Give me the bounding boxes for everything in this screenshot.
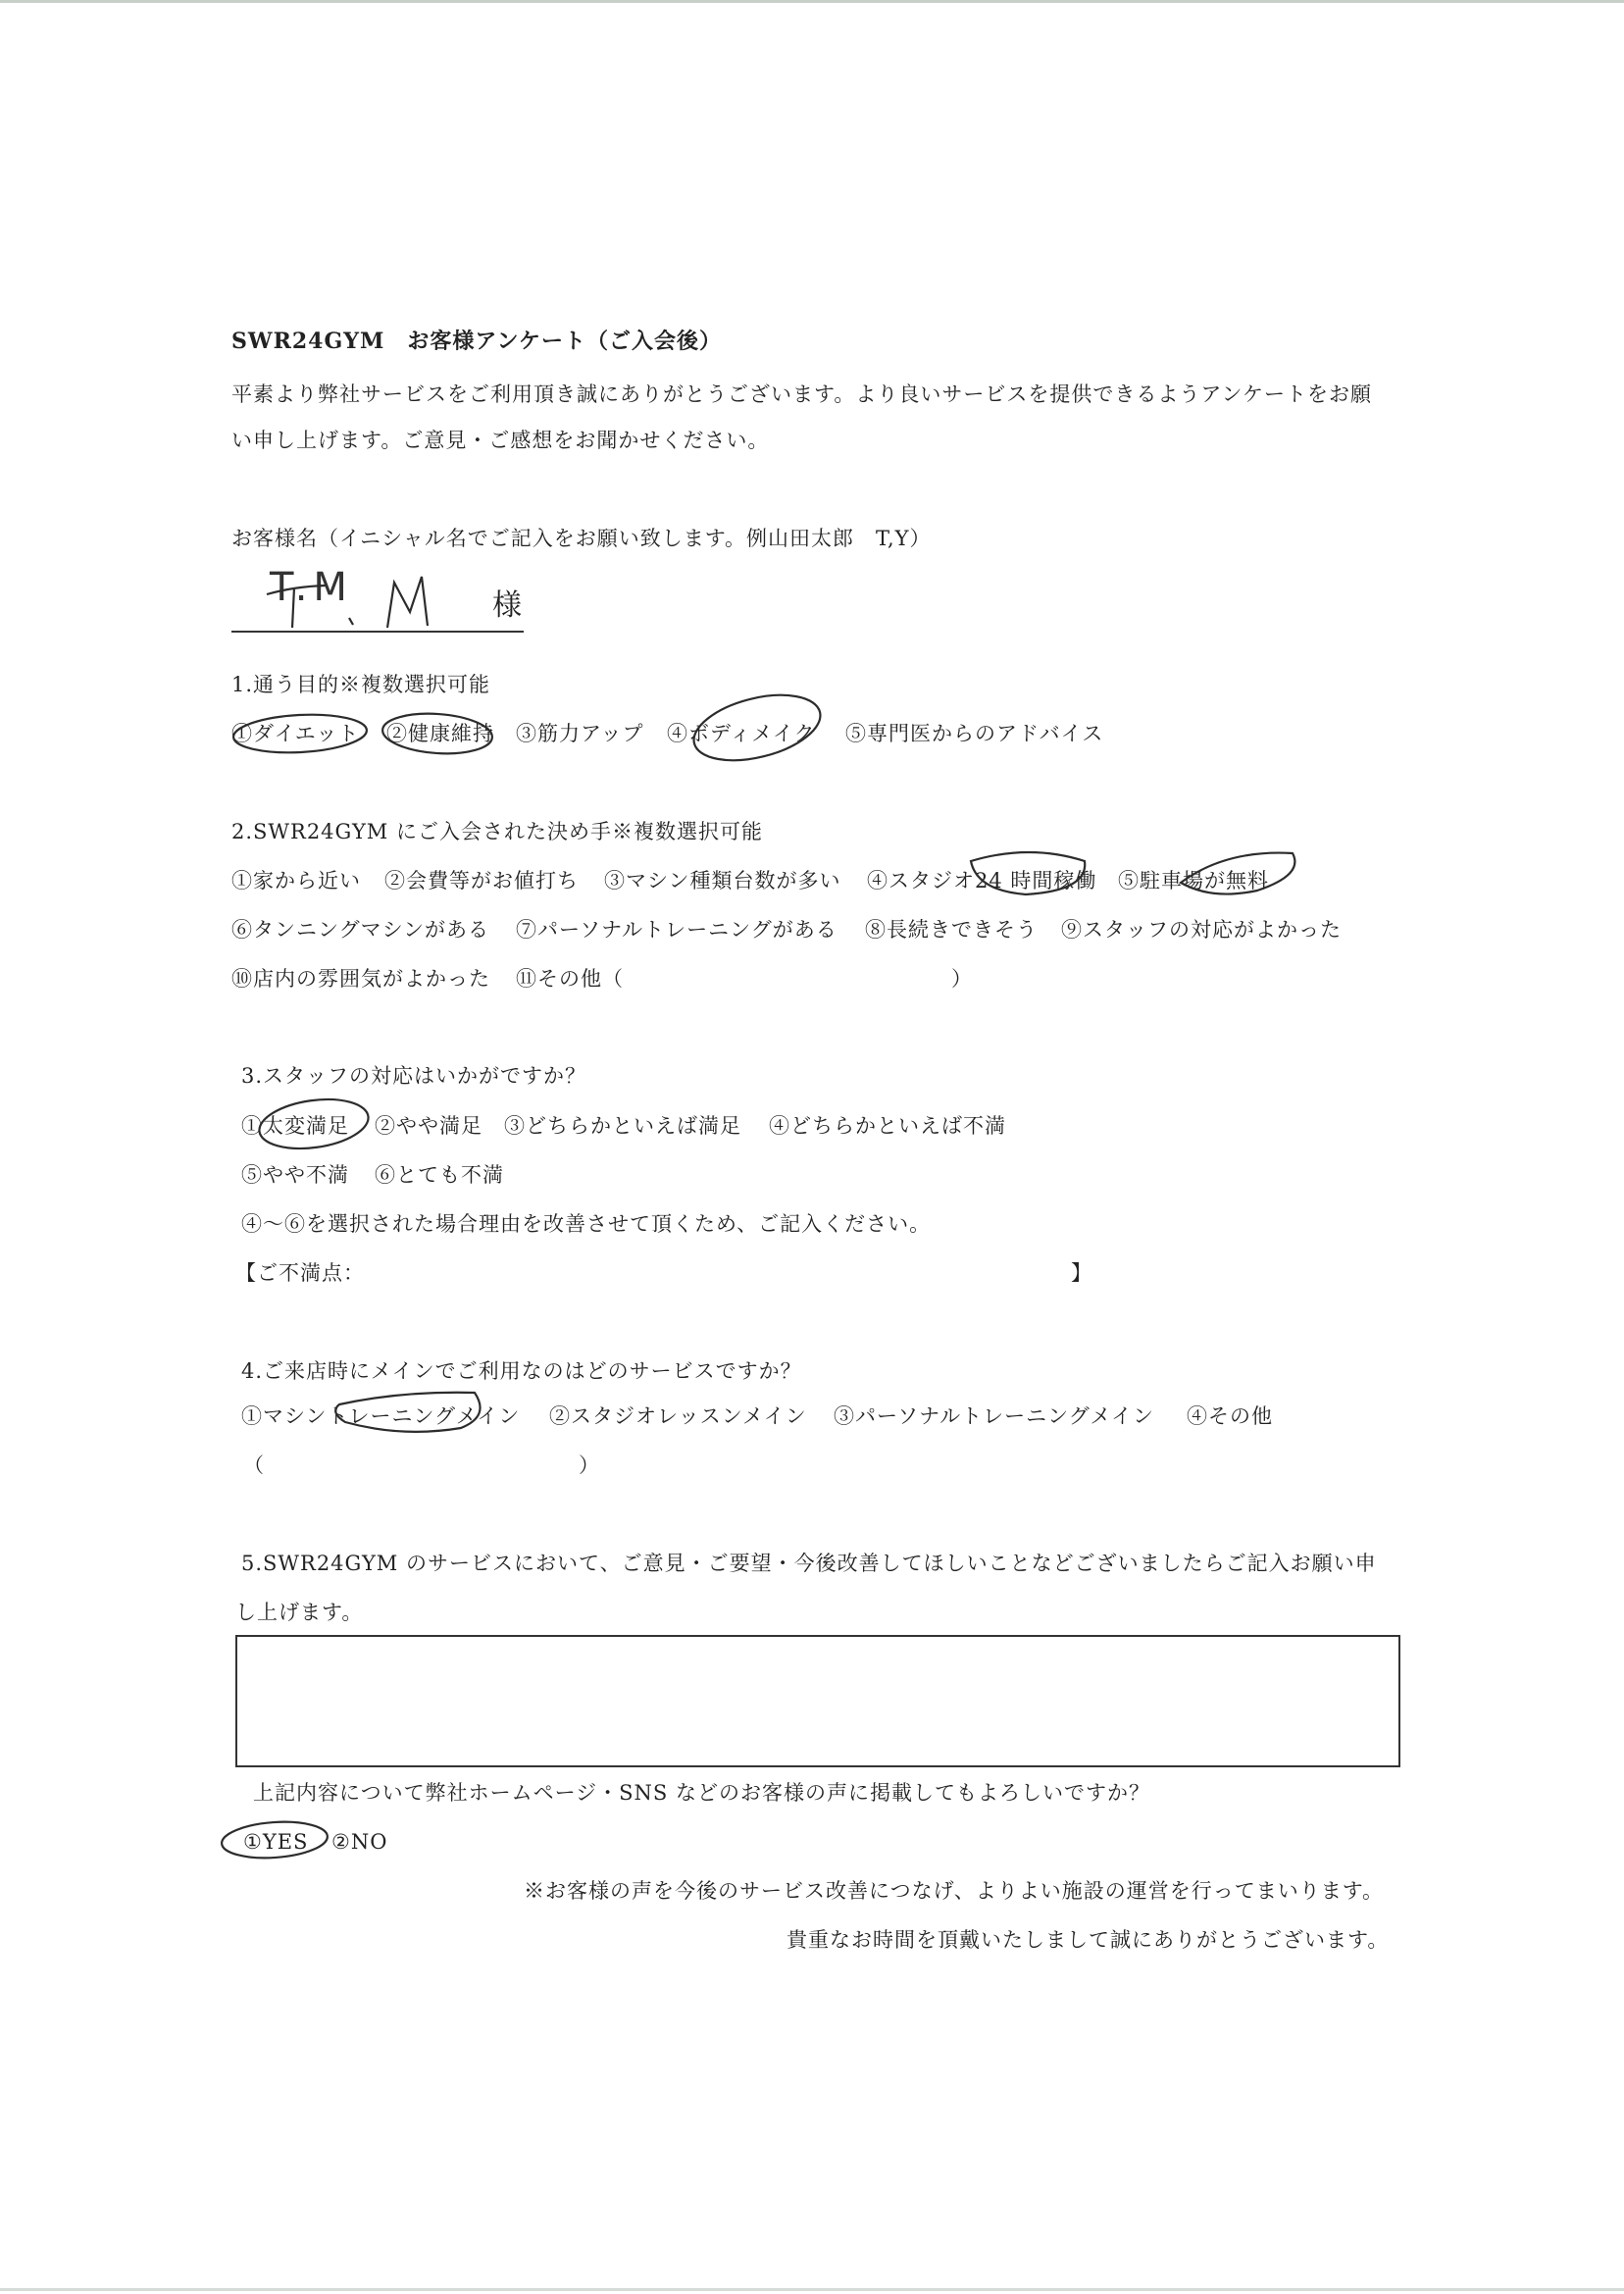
q2-option-10[interactable]: ⑩店内の雰囲気がよかった bbox=[231, 967, 490, 991]
q1-question: 1.通う目的※複数選択可能 bbox=[231, 673, 491, 696]
q3-option-5[interactable]: ⑤やや不満 bbox=[241, 1163, 349, 1187]
q3-complaint-open: 【ご不満点： bbox=[235, 1261, 365, 1285]
q2-option-6[interactable]: ⑥タンニングマシンがある bbox=[231, 918, 490, 942]
handwritten-initials[interactable]: T.M bbox=[270, 565, 353, 610]
q5-question-line-2: し上げます。 bbox=[235, 1601, 364, 1624]
q2-option-5[interactable]: ⑤駐車場が無料 bbox=[1118, 869, 1269, 892]
name-underline bbox=[231, 631, 524, 633]
q1-option-3[interactable]: ③筋力アップ bbox=[516, 722, 644, 745]
q2-option-8[interactable]: ⑧長続きできそう bbox=[865, 918, 1038, 942]
q5-answer-box[interactable] bbox=[235, 1635, 1400, 1767]
q2-question: 2.SWR24GYM にご入会された決め手※複数選択可能 bbox=[231, 820, 763, 843]
footer-thanks: 貴重なお時間を頂戴いたしまして誠にありがとうございます。 bbox=[787, 1928, 1390, 1952]
q4-option-1[interactable]: ①マシントレーニングメイン bbox=[241, 1404, 521, 1428]
q1-option-1[interactable]: ①ダイエット bbox=[231, 722, 360, 745]
q2-option-4-24h[interactable]: 24 時間稼働 bbox=[975, 869, 1097, 892]
q3-option-6[interactable]: ⑥とても不満 bbox=[375, 1163, 504, 1187]
consent-no[interactable]: ②NO bbox=[331, 1830, 388, 1854]
q3-option-1[interactable]: ①太変満足 bbox=[241, 1114, 349, 1138]
q4-question: 4.ご来店時にメインでご利用なのはどのサービスですか？ bbox=[241, 1359, 802, 1383]
q3-question: 3.スタッフの対応はいかがですか？ bbox=[241, 1064, 587, 1088]
q2-option-4-studio[interactable]: ④スタジオ bbox=[867, 869, 975, 892]
q2-option-2[interactable]: ②会費等がお値打ち bbox=[384, 869, 579, 892]
q4-option-2[interactable]: ②スタジオレッスンメイン bbox=[549, 1404, 807, 1428]
consent-question: 上記内容について弊社ホームページ・SNS などのお客様の声に掲載してもよろしいですか？ bbox=[253, 1781, 1150, 1805]
q3-option-4[interactable]: ④どちらかといえば不満 bbox=[769, 1114, 1006, 1138]
q1-option-4[interactable]: ④ボディメイク bbox=[667, 722, 816, 745]
scan-bottom-edge bbox=[0, 2288, 1624, 2291]
honorific-sama: 様 bbox=[492, 588, 523, 623]
initials-stroke-dot bbox=[349, 618, 353, 625]
q4-option-3[interactable]: ③パーソナルトレーニングメイン bbox=[834, 1404, 1155, 1428]
q2-option-3[interactable]: ③マシン種類台数が多い bbox=[604, 869, 841, 892]
q2-option-11[interactable]: ⑪その他（ bbox=[516, 967, 624, 991]
name-label: お客様名（イニシャル名でご記入をお願い致します。例山田太郎 T,Y） bbox=[231, 527, 932, 550]
q3-note: ④～⑥を選択された場合理由を改善させて頂くため、ご記入ください。 bbox=[241, 1212, 932, 1236]
intro-line-1: 平素より弊社サービスをご利用頂き誠にありがとうございます。より良いサービスを提供できるようアンケートをお願 bbox=[231, 382, 1373, 406]
q5-question-line-1: 5.SWR24GYM のサービスにおいて、ご意見・ご要望・今後改善してほしいことなどございましたらご記入お願い申 bbox=[241, 1552, 1377, 1575]
intro-line-2: い申し上げます。ご意見・ご感想をお聞かせください。 bbox=[231, 429, 770, 452]
q2-other-close: ） bbox=[951, 967, 973, 991]
page-title: SWR24GYM お客様アンケート（ご入会後） bbox=[231, 329, 723, 354]
footer-note: ※お客様の声を今後のサービス改善につなげ、よりよい施設の運営を行ってまいります。 bbox=[524, 1879, 1385, 1903]
q3-option-2[interactable]: ②やや満足 bbox=[375, 1114, 482, 1138]
q1-option-2[interactable]: ②健康維持 bbox=[386, 722, 494, 745]
q1-option-5[interactable]: ⑤専門医からのアドバイス bbox=[845, 722, 1104, 745]
consent-yes[interactable]: ①YES bbox=[243, 1830, 309, 1854]
q4-other-open: （ bbox=[243, 1453, 265, 1477]
q2-option-7[interactable]: ⑦パーソナルトレーニングがある bbox=[516, 918, 837, 942]
q4-other-close: ） bbox=[579, 1453, 600, 1477]
q2-option-9[interactable]: ⑨スタッフの対応がよかった bbox=[1061, 918, 1342, 942]
q3-option-3[interactable]: ③どちらかといえば満足 bbox=[504, 1114, 741, 1138]
q4-option-4[interactable]: ④その他 bbox=[1187, 1404, 1273, 1428]
q2-option-1[interactable]: ①家から近い bbox=[231, 869, 361, 892]
q3-complaint-close: 】 bbox=[1071, 1261, 1092, 1285]
initials-stroke-m bbox=[387, 577, 428, 628]
scan-top-edge bbox=[0, 0, 1624, 3]
